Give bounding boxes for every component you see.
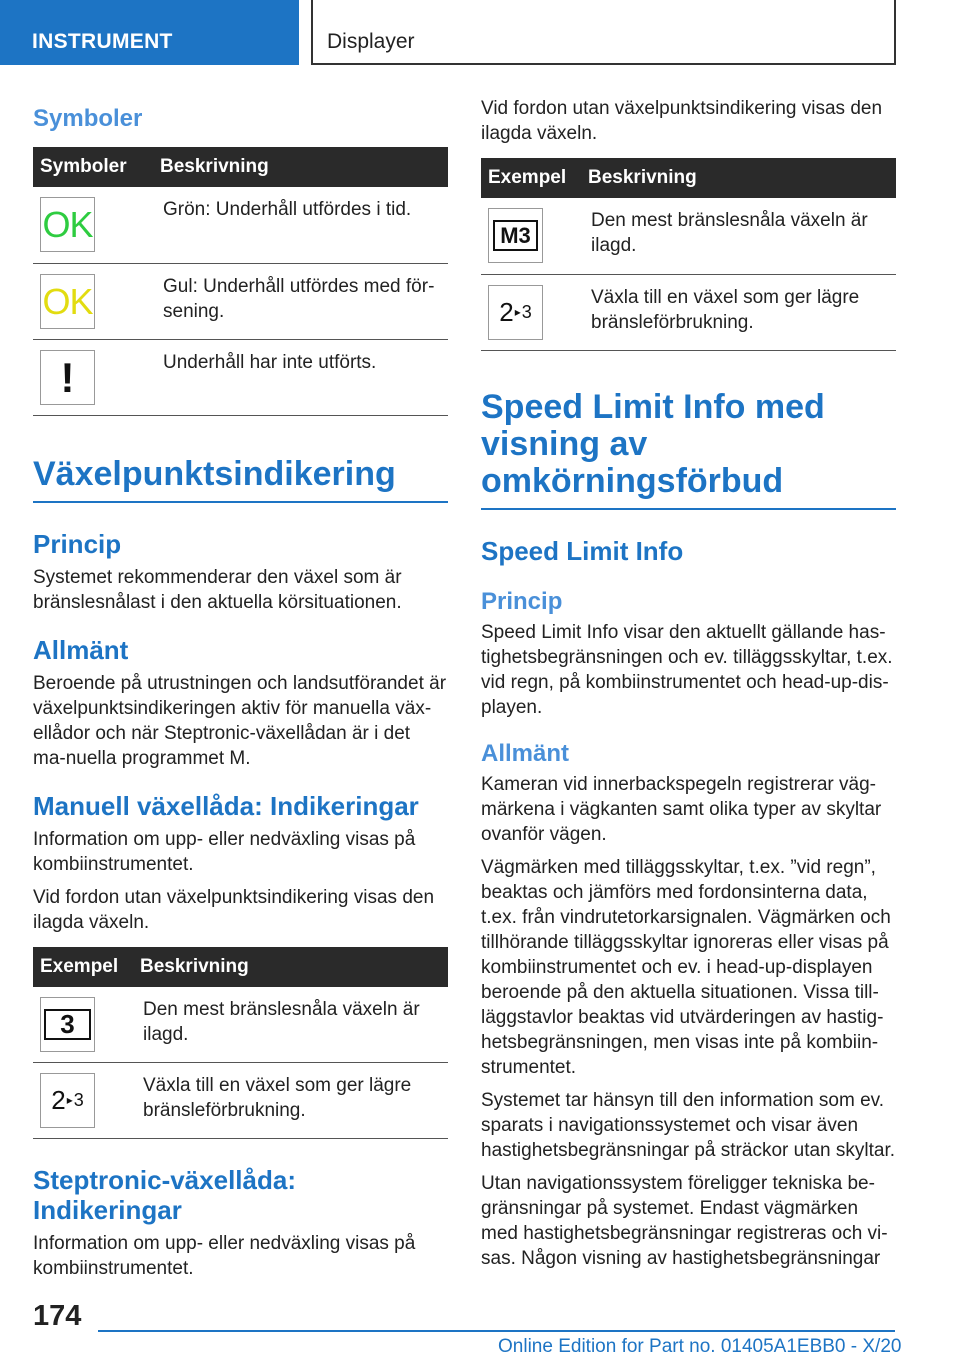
- row-description: Den mest bränslesnåla växeln är ilagd.: [581, 198, 896, 274]
- main-heading: Speed Limit Info med visning av omkörningsförbud: [481, 389, 896, 510]
- symbols-heading: Symboler: [33, 105, 143, 132]
- manuell-text-2: Vid fordon utan växelpunktsindikering visas den ilagda växeln.: [33, 886, 435, 933]
- ok-yellow-icon: OK: [40, 274, 95, 329]
- princip-heading: Princip: [481, 587, 563, 615]
- table-row: [481, 198, 896, 274]
- header-section-label: INSTRUMENT: [32, 30, 173, 53]
- manuell-text-1: Information om upp- eller nedväxling visas på kombiinstrumentet.: [33, 828, 416, 875]
- table-row: [33, 263, 448, 339]
- allmant-text: Beroende på utrustningen och landsutförandet är växelpunktsindikeringen aktiv för manuella väx-ellådor och när Steptronic-växellådan är i det ma-nuella programmet M.: [33, 672, 447, 769]
- description-col-header: Beskrivning: [133, 947, 448, 987]
- symbols-table: [33, 147, 448, 416]
- table-row: [33, 987, 448, 1063]
- description-col-header: Beskrivning: [153, 147, 448, 187]
- princip-text: Systemet rekommenderar den växel som är bränslesnålast i den aktuella körsituationen.: [33, 566, 402, 613]
- allmant-text-2: Vägmärken med tilläggsskyltar, t.ex. ”vid regn”, beaktas och jämförs med fordonsinterna data, t.ex. från vindrutetorkarsignalen. Vägmärken och tillhörande tilläggsskyltar ignoreras eller visas på kombiinstrumentet och ev. i head-up-displayen beroende på den aktuella situationen. Vissa till-läggstavlor beaktas vid utvärderingen av hastig-hetsbegränsningen, men visas inte på kombiin-strumentet.: [481, 856, 891, 1078]
- header-chapter-tab: [311, 0, 896, 65]
- table-row: [33, 339, 448, 415]
- example-col-header: Exempel: [481, 158, 581, 198]
- row-description: Växla till en växel som ger lägre bränsleförbrukning.: [133, 1063, 448, 1139]
- left-column: [33, 96, 448, 1281]
- allmant-heading: Allmänt: [33, 634, 129, 665]
- main-heading: Växelpunktsindikering: [33, 456, 448, 503]
- row-description: Den mest bränslesnåla växeln är ilagd.: [133, 987, 448, 1063]
- princip-heading: Princip: [33, 528, 122, 559]
- manuell-heading: Manuell växellåda: Indikeringar: [33, 790, 419, 821]
- row-description: Underhåll har inte utförts.: [153, 339, 448, 415]
- gear-2-to-3-icon: 2 ▸ 3: [488, 285, 543, 340]
- ok-green-icon: OK: [40, 197, 95, 252]
- steptronic-text: Information om upp- eller nedväxling visas på kombiinstrumentet.: [33, 1233, 416, 1279]
- table-row: [33, 1063, 448, 1139]
- exclamation-icon: !: [40, 350, 95, 405]
- intro-text: Vid fordon utan växelpunktsindikering visas den ilagda växeln.: [481, 98, 883, 144]
- steptronic-gear-table: [481, 158, 896, 351]
- table-row: [481, 274, 896, 350]
- row-description: Grön: Underhåll utfördes i tid.: [153, 187, 448, 263]
- allmant-text-1: Kameran vid innerbackspegeln registrerar väg-märkena i vägkanten samt olika typer av skyltar ovanför vägen.: [481, 773, 882, 845]
- table-row: [33, 187, 448, 263]
- allmant-heading: Allmänt: [481, 739, 570, 767]
- row-description: Gul: Underhåll utfördes med för-sening.: [153, 263, 448, 339]
- symbols-col-header: Symboler: [33, 147, 153, 187]
- allmant-text-3: Systemet tar hänsyn till den information som ev. sparats i navigationssystemet och visar även hastighetsbegränsningar på sträckor utan skyltar.: [481, 1089, 896, 1161]
- footer-divider: [98, 1330, 895, 1332]
- steptronic-heading: Steptronic-växellåda: Indikeringar: [33, 1165, 296, 1225]
- header-chapter-label: Displayer: [327, 30, 415, 53]
- gear-2-to-3-icon: 2 ▸ 3: [40, 1073, 95, 1128]
- manual-gear-table: [33, 947, 448, 1140]
- description-col-header: Beskrivning: [581, 158, 896, 198]
- gear-m3-icon: M3: [488, 208, 543, 263]
- right-column: [481, 96, 896, 1271]
- page-number: 174: [33, 1300, 82, 1332]
- allmant-text-4: Utan navigationssystem föreligger tekniska be-gränsningar på systemet. Endast vägmärken med hastighetsbegränsningar registreras och vi-sas. Någon visning av hastighetsbegränsningar: [481, 1172, 888, 1269]
- edition-text: Online Edition for Part no. 01405A1EBB0 - X/20: [498, 1336, 902, 1357]
- sli-heading: Speed Limit Info: [481, 535, 684, 566]
- princip-text: Speed Limit Info visar den aktuellt gällande has-tighetsbegränsningen och ev. tilläggsskyltar, t.ex. vid regn, på kombiinstrumentet och head-up-dis-playen.: [481, 621, 893, 718]
- example-col-header: Exempel: [33, 947, 133, 987]
- header-section-tab: [0, 0, 299, 65]
- gear-3-icon: 3: [40, 997, 95, 1052]
- row-description: Växla till en växel som ger lägre bränsleförbrukning.: [581, 274, 896, 350]
